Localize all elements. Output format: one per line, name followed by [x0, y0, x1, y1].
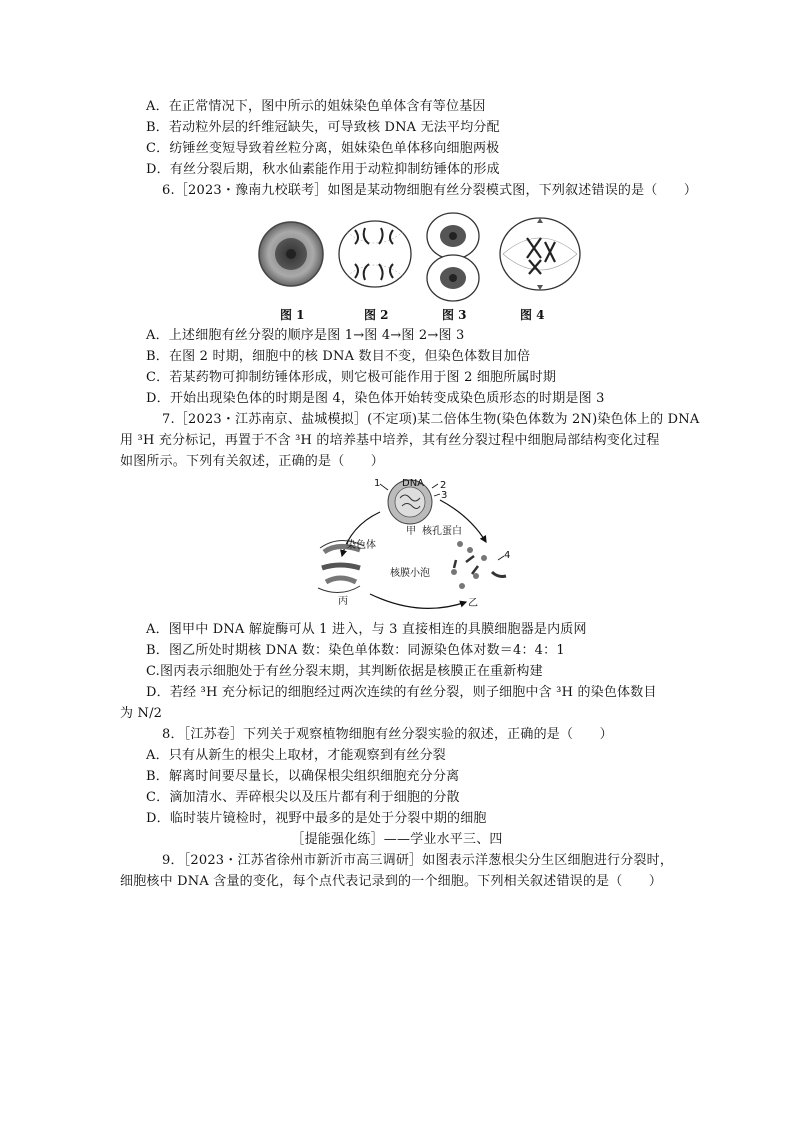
q9-stem-line-1: 9．［2023・江苏省徐州市新沂市高三调研］如图表示洋葱根尖分生区细胞进行分裂时， — [162, 853, 674, 868]
label-dna: DNA — [402, 478, 425, 489]
q7-option-b: B．图乙所处时期核 DNA 数：染色单体数：同源染色体对数＝4：4：1 — [146, 643, 565, 658]
q6-mitosis-figure — [255, 212, 585, 304]
q5-option-a: A．在正常情况下，图中所示的姐妹染色单体含有等位基因 — [146, 99, 486, 114]
fig1-interphase-cell — [259, 222, 323, 286]
fig1-caption: 图 1 — [280, 308, 305, 322]
q7-stem-line-3: 如图所示。下列有关叙述，正确的是（ ） — [120, 454, 385, 469]
vesicles-yi — [451, 541, 506, 589]
q7-option-c: C.图丙表示细胞处于有丝分裂末期，其判断依据是核膜正在重新构建 — [146, 664, 543, 679]
fig3-telophase-cells — [427, 212, 479, 301]
q9-stem-line-2: 细胞核中 DNA 含量的变化，每个点代表记录到的一个细胞。下列相关叙述错误的是（ ） — [120, 874, 663, 889]
q7-option-a: A．图甲中 DNA 解旋酶可从 1 进入，与 3 直接相连的具膜细胞器是内质网 — [146, 622, 587, 637]
label-4: 4 — [504, 550, 511, 561]
q7-option-d-line-2: 为 N/2 — [120, 706, 163, 721]
label-2: 2 — [440, 480, 447, 491]
arrow-bing-to-yi — [370, 594, 466, 608]
label-jia: 甲 — [406, 526, 416, 537]
q8-option-d: D．临时装片镜检时，视野中最多的是处于分裂中期的细胞 — [146, 811, 487, 826]
label-bing: 丙 — [338, 596, 348, 607]
q8-option-c: C．滴加清水、弄碎根尖以及压片都有利于细胞的分散 — [146, 790, 460, 805]
label-chromosome: 染色体 — [346, 540, 376, 551]
q8-stem: 8．［江苏卷］下列关于观察植物细胞有丝分裂实验的叙述，正确的是（ ） — [162, 727, 613, 742]
q5-option-d: D．有丝分裂后期，秋水仙素能作用于动粒抑制纺锤体的形成 — [146, 162, 500, 177]
section-heading: ［提能强化练］——学业水平三、四 — [291, 832, 503, 847]
q6-option-d: D．开始出现染色体的时期是图 4，染色体开始转变成染色质形态的时期是图 3 — [146, 391, 605, 406]
q5-option-b: B．若动粒外层的纤维冠缺失，可导致核 DNA 无法平均分配 — [146, 120, 500, 135]
q5-option-c: C．纺锤丝变短导致着丝粒分离，姐妹染色单体移向细胞两极 — [146, 141, 500, 156]
q8-option-a: A．只有从新生的根尖上取材，才能观察到有丝分裂 — [146, 748, 446, 763]
q6-stem: 6.［2023・豫南九校联考］如图是某动物细胞有丝分裂模式图，下列叙述错误的是（ ） — [162, 183, 698, 198]
label-3: 3 — [441, 490, 448, 501]
fig3-caption: 图 3 — [442, 308, 467, 322]
q6-option-a: A．上述细胞有丝分裂的顺序是图 1→图 4→图 2→图 3 — [146, 328, 465, 343]
q6-option-c: C．若某药物可抑制纺锤体形成，则它极可能作用于图 2 细胞所属时期 — [146, 370, 557, 385]
q8-option-b: B．解离时间要尽量长，以确保根尖组织细胞充分分离 — [146, 769, 460, 784]
q7-nuclear-envelope-cycle-diagram — [310, 476, 520, 616]
fig2-anaphase-cell — [339, 221, 411, 287]
label-vesicle: 核膜小泡 — [390, 568, 430, 579]
label-1: 1 — [374, 478, 381, 489]
fig4-caption: 图 4 — [520, 308, 545, 322]
label-nuclear-pore-protein: 核孔蛋白 — [422, 526, 462, 537]
q7-option-d-line-1: D．若经 ³H 充分标记的细胞经过两次连续的有丝分裂，则子细胞中含 ³H 的染色体数目 — [146, 685, 657, 700]
q6-option-b: B．在图 2 时期，细胞中的核 DNA 数目不变，但染色体数目加倍 — [146, 349, 531, 364]
fig2-caption: 图 2 — [364, 308, 389, 322]
q7-stem-line-1: 7.［2023・江苏南京、盐城模拟］(不定项)某二倍体生物(染色体数为 2N)染色体上的 DNA — [162, 412, 700, 427]
fig4-prophase-cell — [500, 218, 580, 290]
label-yi: 乙 — [468, 598, 478, 609]
q7-stem-line-2: 用 ³H 充分标记，再置于不含 ³H 的培养基中培养，其有丝分裂过程中细胞局部结构变化过程 — [120, 433, 660, 448]
